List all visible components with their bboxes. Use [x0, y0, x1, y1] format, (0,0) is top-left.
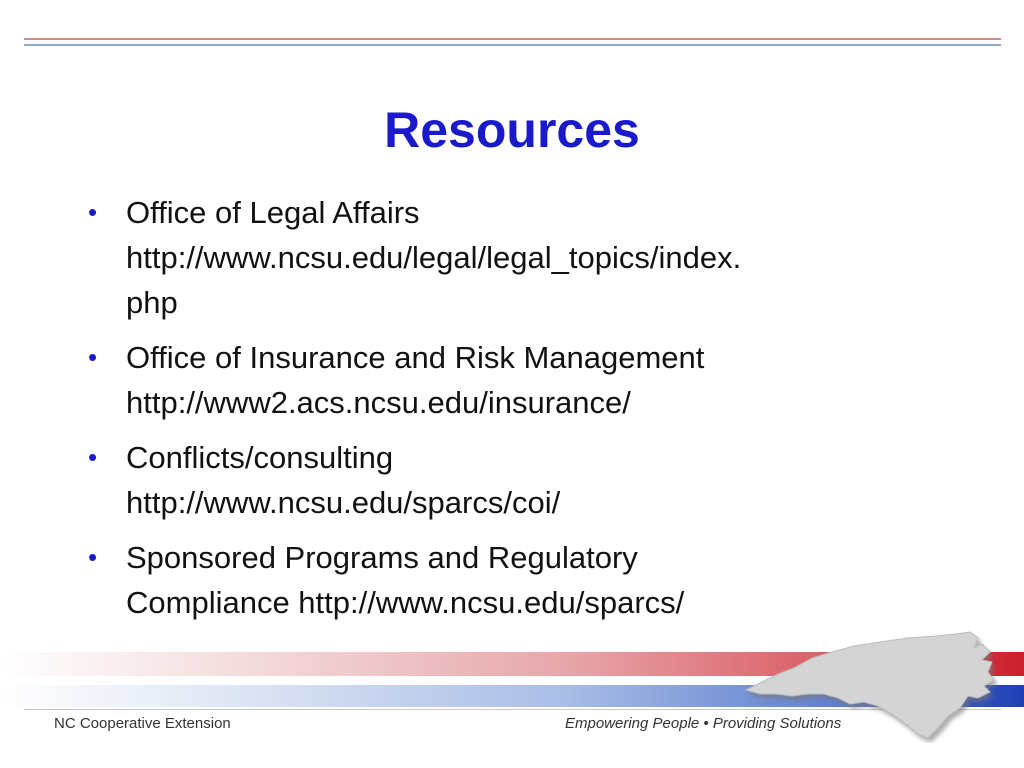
bullet-link: Compliance http://www.ncsu.edu/sparcs/	[126, 585, 685, 620]
footer-tagline: Empowering People • Providing Solutions	[565, 715, 842, 732]
bullet-line: Sponsored Programs and Regulatory	[126, 540, 638, 575]
footer-org-name: NC Cooperative Extension	[54, 715, 231, 732]
bullet-item-legal-affairs	[88, 190, 938, 325]
bullet-item-conflicts	[88, 435, 938, 525]
bullet-link: http://www.ncsu.edu/sparcs/coi/	[126, 485, 561, 520]
bullet-item-insurance	[88, 335, 938, 425]
top-rule-red	[24, 38, 1001, 40]
slide-title: Resources	[384, 102, 640, 158]
bullet-link: php	[126, 285, 178, 320]
bullet-line: Office of Legal Affairs	[126, 195, 420, 230]
bullet-item-sponsored-programs	[88, 535, 938, 625]
bullet-icon: •	[88, 342, 98, 372]
bullet-icon: •	[88, 197, 98, 227]
top-rule-blue	[24, 44, 1001, 46]
bullet-link: http://www2.acs.ncsu.edu/insurance/	[126, 385, 631, 420]
bullet-line: Office of Insurance and Risk Management	[126, 340, 705, 375]
bullet-list	[88, 190, 938, 635]
bullet-icon: •	[88, 442, 98, 472]
bullet-icon: •	[88, 542, 98, 572]
bullet-line: Conflicts/consulting	[126, 440, 394, 475]
bullet-link: http://www.ncsu.edu/legal/legal_topics/index.	[126, 240, 742, 275]
